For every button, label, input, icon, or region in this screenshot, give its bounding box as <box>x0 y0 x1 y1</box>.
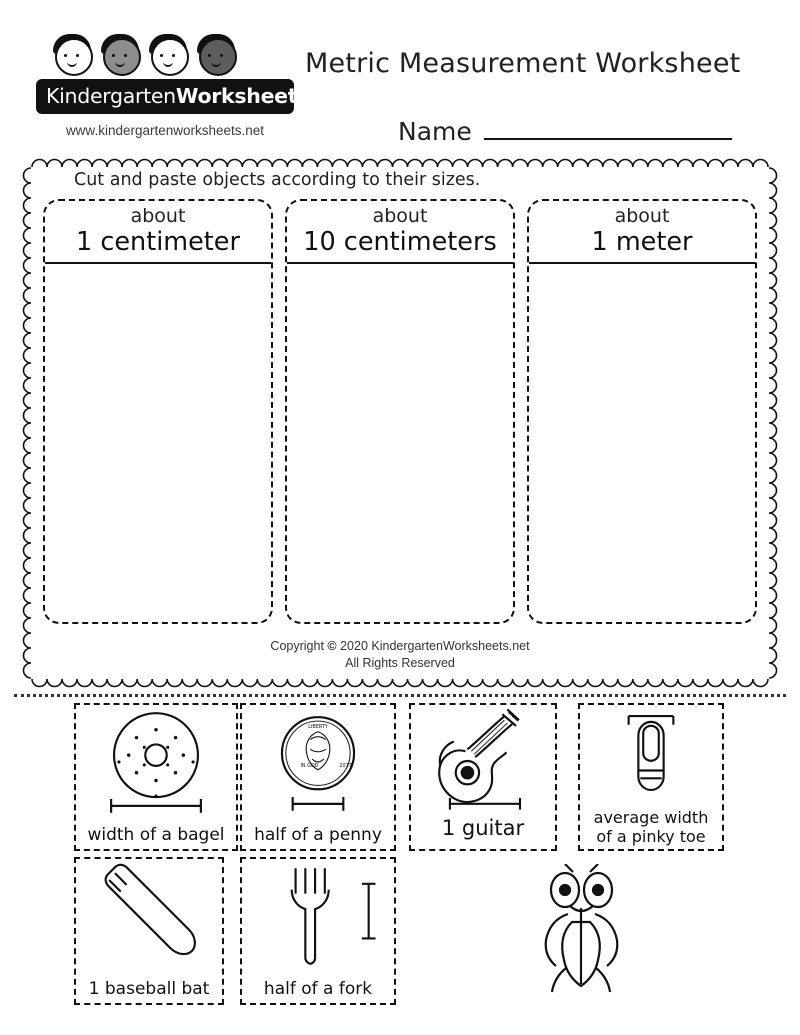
column-value-label: 1 centimeter <box>76 226 240 257</box>
name-label: Name <box>398 117 472 146</box>
column-value-label: 10 centimeters <box>303 226 497 257</box>
baseball-bat-icon <box>76 859 222 971</box>
cutout-card-bagel[interactable] <box>74 703 238 851</box>
kid-face-icon <box>50 34 94 78</box>
cutout-card-fork[interactable] <box>240 857 396 1005</box>
copyright-prefix: Copyright <box>270 639 328 653</box>
card-caption: 1 guitar <box>441 815 525 840</box>
instruction-text: Cut and paste objects according to their sizes. <box>74 170 481 190</box>
site-url: www.kindergartenworksheets.net <box>65 123 265 138</box>
logo-word-kindergarten: Kindergarten <box>46 84 176 108</box>
worksheet-header <box>0 22 800 157</box>
sorting-columns <box>43 199 757 624</box>
kid-face-icon <box>194 34 238 78</box>
kids-illustration <box>50 32 294 78</box>
page-title: Metric Measurement Worksheet <box>305 48 741 79</box>
name-field-row <box>398 117 732 146</box>
column-header <box>287 201 513 264</box>
card-caption: width of a bagel <box>87 825 225 846</box>
penny-icon <box>242 705 394 817</box>
logo-word-tld: .net <box>309 84 355 108</box>
cutout-card-penny[interactable] <box>240 703 396 851</box>
card-caption <box>580 810 722 827</box>
card-caption-second-line <box>580 829 722 846</box>
column-header <box>45 201 271 264</box>
copyright-line-1 <box>22 638 778 655</box>
praying-mantis-icon <box>510 864 650 1004</box>
guitar-icon <box>411 705 555 817</box>
column-value-label: 1 meter <box>591 226 693 257</box>
kid-face-icon <box>98 34 142 78</box>
card-caption: half of a fork <box>263 979 373 1000</box>
column-header <box>529 201 755 264</box>
sorting-column-1-centimeter[interactable] <box>43 199 273 624</box>
card-caption-line2: of a pinky toe <box>596 827 706 847</box>
cutout-card-guitar[interactable] <box>409 703 557 851</box>
kid-face-icon <box>146 34 190 78</box>
sorting-column-10-centimeters[interactable] <box>285 199 515 624</box>
card-caption-line1: average width <box>593 808 709 828</box>
card-caption: 1 baseball bat <box>88 979 210 1000</box>
cutout-cards <box>0 702 800 1032</box>
copyright-line-2: All Rights Reserved <box>345 655 455 670</box>
cut-here-dotted-line <box>14 694 786 697</box>
copyright-suffix: 2020 KindergartenWorksheets.net <box>336 639 530 653</box>
bagel-icon <box>76 705 236 817</box>
cutout-card-pinky-toe[interactable] <box>578 703 724 851</box>
sorting-column-1-meter[interactable] <box>527 199 757 624</box>
worksheet-panel <box>22 158 778 688</box>
card-caption: half of a penny <box>254 825 382 846</box>
logo-word-worksheets: Worksheets <box>175 84 310 108</box>
svg-text:2017: 2017 <box>339 762 352 769</box>
column-about-label: about <box>130 205 186 227</box>
pinky-toe-icon <box>580 705 722 801</box>
copyright-symbol: © <box>327 639 337 653</box>
cutout-card-baseball-bat[interactable] <box>74 857 224 1005</box>
name-input-line[interactable] <box>484 137 732 140</box>
column-about-label: about <box>614 205 670 227</box>
site-logo <box>36 32 355 138</box>
copyright-notice <box>22 638 778 672</box>
svg-text:LIBERTY: LIBERTY <box>308 723 328 730</box>
logo-wordmark <box>36 79 355 114</box>
svg-text:IN GOD: IN GOD <box>300 762 319 769</box>
fork-icon <box>242 859 394 971</box>
column-about-label: about <box>372 205 428 227</box>
